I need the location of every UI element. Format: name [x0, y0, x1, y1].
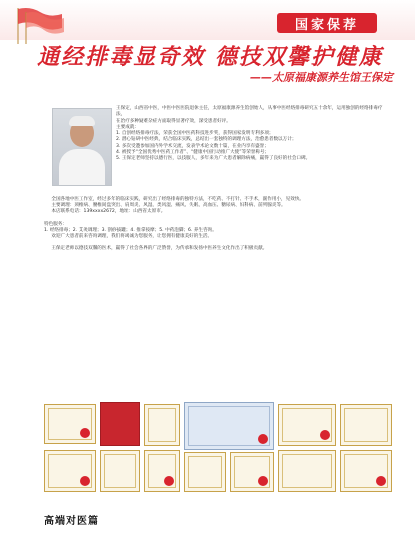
certificate-image	[144, 404, 180, 446]
certificate-image	[340, 404, 392, 446]
certificate-image	[44, 404, 96, 444]
article-line: 1. 自创经络排毒疗法，荣获全国中医药科技进步奖，获得国家发明专利多项；	[116, 131, 274, 137]
certificate-image	[100, 450, 140, 492]
footer-label: 高端对医篇	[44, 516, 99, 527]
certificate-image	[230, 452, 274, 492]
article-line: 3. 多次受邀参加国内外学术交流，发表学术论文数十篇，在业内享有盛誉；	[116, 143, 269, 149]
article-line: 4. 被授予“全国优秀中医药工作者”、“健康中国行动推广大使”等荣誉称号；	[116, 150, 270, 156]
certificate-image	[144, 450, 180, 492]
article-line: 主要调理：颈椎病、腰椎间盘突出、肩周炎、风湿、类风湿、痛风、失眠、高血压、糖尿病、妇科病、前列腺炎等。	[51, 202, 286, 208]
article-body	[44, 106, 390, 253]
certificate-image	[44, 450, 96, 492]
article-line: 王保定老师以德技双馨的医术，赢得了社会各界的广泛赞誉，为传承和发扬中医养生文化作出了积极贡献。	[51, 246, 268, 252]
certificate-image	[340, 450, 392, 492]
article-line: 特色服务：	[44, 221, 67, 227]
article-line: 5. 王保定老师坚持以德行医，以技服人，多年来为广大患者解除病痛，赢得了良好的社会口碑。	[116, 156, 311, 162]
article-line: 王保定，山西省中医，中医中医医院退休主任，太原福康源养生馆创始人，从事中医经络排毒研究五十余年，运用独创的经络排毒疗法，	[116, 106, 383, 118]
article-intro	[44, 106, 390, 163]
article-line: 1. 经络排毒；2. 艾灸调理；3. 刮痧拔罐；4. 推拿按摩；5. 中药泡脚；6. 养生咨询。	[44, 227, 217, 233]
certificate-image	[184, 452, 226, 492]
certificate-image	[278, 450, 336, 492]
article-line: 主要成就：	[116, 124, 139, 130]
certificate-image	[278, 404, 336, 446]
section-tag: 国家保荐	[277, 13, 377, 33]
article-line: 本店联系电话：139xxxx2672，地址：山西省太原市。	[51, 209, 166, 215]
article-line: 欢迎广大患者前来咨询调理，我们将竭诚为您服务，让您拥有健康美好的生活。	[51, 234, 213, 240]
certificate-image	[100, 402, 140, 446]
article-line: 在治疗多种疑难杂症方面取得显著疗效，深受患者好评。	[116, 118, 231, 124]
certificates-gallery	[44, 396, 390, 494]
headline: 通经排毒显奇效 德技双馨护健康	[37, 44, 383, 70]
article-line: 2. 潜心钻研中医经典，结合临床实践，总结出一套独特的调理方法，治愈患者数以万计；	[116, 137, 297, 143]
article-line: 全国各地中医工作室，经过多年的临床实践，研究出了经络排毒的独特方法，不吃药、不打针、不手术，副作用小，见效快。	[51, 196, 305, 202]
subhead: ——太原福康源养生馆王保定	[250, 71, 393, 84]
certificate-image	[184, 402, 274, 450]
